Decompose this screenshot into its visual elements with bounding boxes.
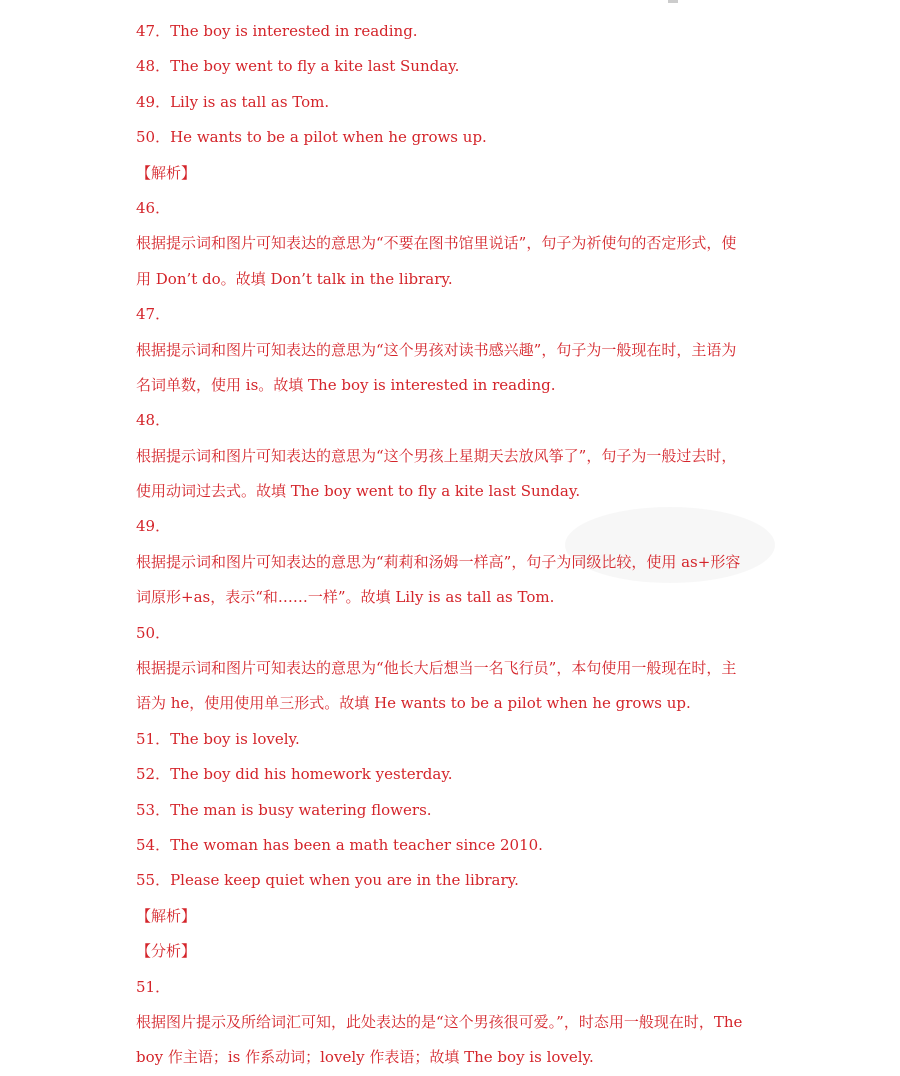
scan-mark (668, 0, 678, 3)
explanation-48-line-1: 根据提示词和图片可知表达的意思为“这个男孩上星期天去放风筝了”，句子为一般过去时， (136, 446, 737, 465)
jiexi-label: 【解析】 (136, 163, 197, 182)
explanation-51-number: 51． (136, 977, 171, 996)
answer-47: 47．The boy is interested in reading. (136, 22, 418, 40)
explanation-49-number: 49． (136, 517, 171, 536)
explanation-47-line-1: 根据提示词和图片可知表达的意思为“这个男孩对读书感兴趣”，句子为一般现在时，主语为 (136, 340, 737, 359)
answer-54: 54．The woman has been a math teacher since 2010. (136, 835, 543, 854)
explanation-50-line-1: 根据提示词和图片可知表达的意思为“他长大后想当一名飞行员”，本句使用一般现在时，主 (136, 659, 737, 678)
fenxi-label: 【分析】 (136, 942, 197, 961)
explanation-51-line-1: 根据图片提示及所给词汇可知，此处表达的是“这个男孩很可爱。”，时态用一般现在时，The (136, 1012, 743, 1031)
answer-48: 48．The boy went to fly a kite last Sunday. (136, 57, 460, 76)
explanation-51-line-2: boy 作主语；is 作系动词；lovely 作表语；故填 The boy is lovely. (136, 1048, 594, 1067)
answer-51: 51．The boy is lovely. (136, 729, 300, 748)
explanation-48-line-2: 使用动词过去式。故填 The boy went to fly a kite last Sunday. (136, 482, 581, 501)
answer-55: 55．Please keep quiet when you are in the library. (136, 871, 519, 890)
explanation-47-number: 47． (136, 305, 171, 324)
explanation-50-number: 50． (136, 623, 171, 642)
answer-content (136, 14, 786, 1076)
explanation-49-line-1: 根据提示词和图片可知表达的意思为“莉莉和汤姆一样高”，句子为同级比较，使用 as+形容 (136, 552, 741, 571)
explanation-49-line-2: 词原形+as，表示“和……一样”。故填 Lily is as tall as Tom. (136, 588, 555, 607)
jiexi-label-2: 【解析】 (136, 906, 197, 925)
answer-50: 50．He wants to be a pilot when he grows up. (136, 128, 487, 147)
answer-53: 53．The man is busy watering flowers. (136, 800, 432, 819)
explanation-50-line-2: 语为 he，使用使用单三形式。故填 He wants to be a pilot when he grows up. (136, 694, 691, 713)
explanation-48-number: 48． (136, 411, 171, 430)
explanation-47-line-2: 名词单数，使用 is。故填 The boy is interested in reading. (136, 375, 556, 394)
explanation-46-number: 46． (136, 198, 171, 217)
answer-49: 49．Lily is as tall as Tom. (136, 92, 330, 111)
explanation-46-line-2: 用 Don’t do。故填 Don’t talk in the library. (136, 269, 453, 288)
answer-52: 52．The boy did his homework yesterday. (136, 765, 453, 784)
explanation-46-line-1: 根据提示词和图片可知表达的意思为“不要在图书馆里说话”，句子为祈使句的否定形式，使 (136, 234, 737, 253)
